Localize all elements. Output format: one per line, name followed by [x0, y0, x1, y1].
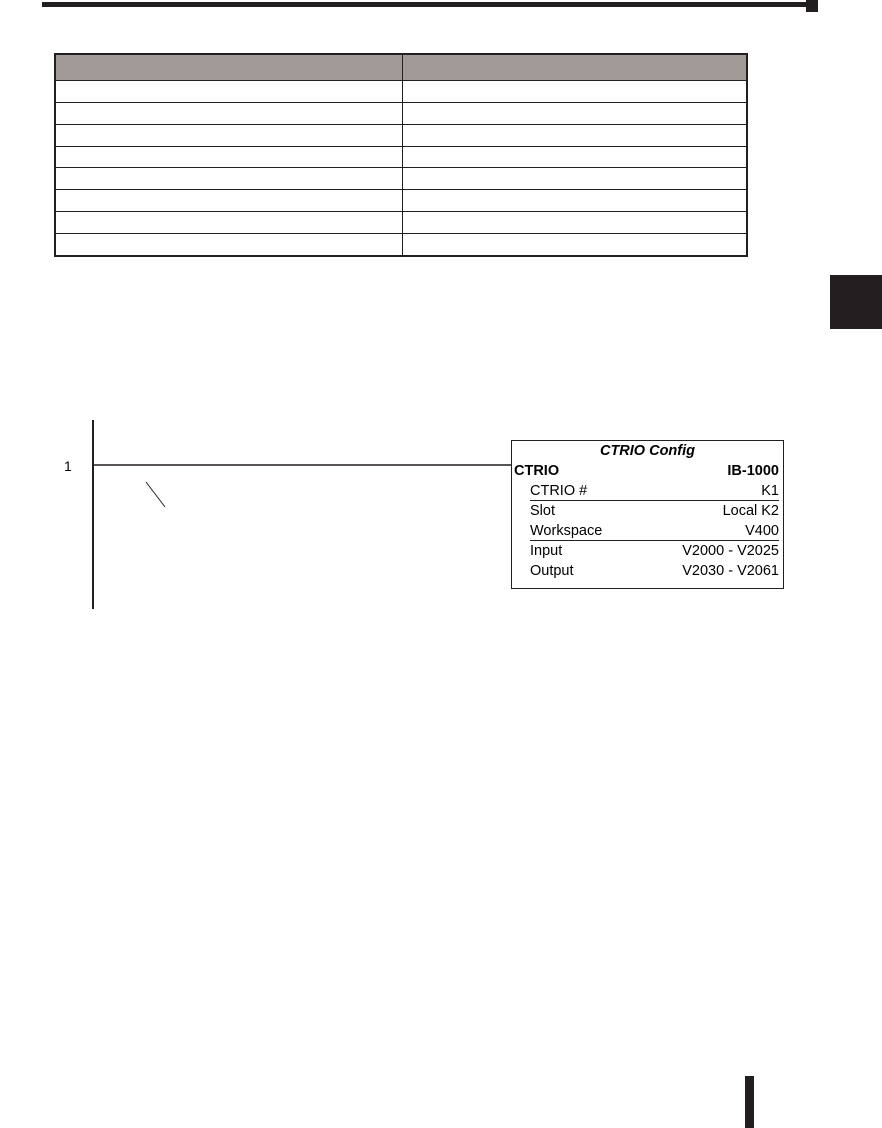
- param-label: Output: [530, 563, 574, 579]
- box-title: CTRIO Config: [599, 443, 696, 459]
- box-instruction: IB-1000: [727, 463, 779, 479]
- param-row-workspace: [530, 521, 779, 541]
- pointer-line: [146, 482, 165, 507]
- param-value: Local K2: [722, 503, 779, 519]
- param-label: Workspace: [530, 523, 603, 539]
- ctrio-config-box: [511, 440, 784, 589]
- param-row-output: [530, 561, 779, 581]
- box-name: CTRIO: [514, 463, 560, 479]
- box-header: [512, 461, 783, 481]
- param-label: Input: [530, 543, 563, 559]
- param-value: V2000 - V2025: [682, 543, 779, 559]
- rung-number: 1: [64, 458, 72, 474]
- param-row-ctrio-number: [530, 481, 779, 501]
- param-label: Slot: [530, 503, 555, 519]
- param-value: V400: [745, 523, 779, 539]
- param-label: CTRIO #: [530, 483, 588, 499]
- param-row-slot: [530, 501, 779, 521]
- param-row-input: [530, 541, 779, 561]
- param-value: V2030 - V2061: [682, 563, 779, 579]
- param-value: K1: [761, 483, 779, 499]
